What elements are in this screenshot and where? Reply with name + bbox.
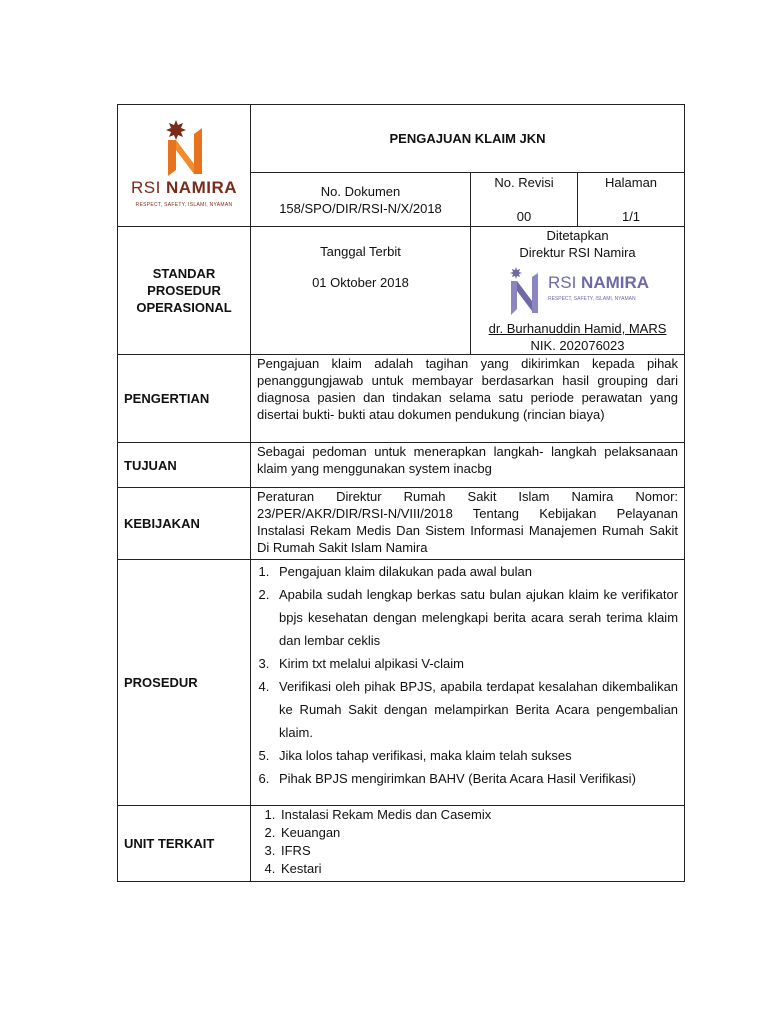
revision-value: 00 [516, 209, 532, 224]
tujuan-label: TUJUAN [118, 443, 251, 488]
tujuan-text: Sebagai pedoman untuk menerapkan langkah- langkah pelaksanaan klaim yang menggunakan system inacbg [251, 443, 685, 488]
unit-terkait-cell [251, 806, 685, 882]
unit-item: 3. IFRS [279, 842, 684, 860]
kebijakan-label: KEBIJAKAN [118, 488, 251, 560]
procedure-list [251, 560, 684, 790]
procedure-step: 5. Jika lolos tahap verifikasi, maka klaim telah sukses [273, 744, 678, 767]
signer-name: dr. Burhanuddin Hamid, MARS [488, 321, 667, 336]
revision-cell [471, 173, 578, 227]
pengertian-text: Pengajuan klaim adalah tagihan yang dikirimkan kepada pihak penanggungjawab untuk membayar berdasarkan hasil grouping dari diagnosa pasien dan tindakan selama satu periode perawatan yang disertai bukti- bukti atau dokumen pendukung (rincian biaya) [251, 355, 685, 443]
issue-date-value: 01 Oktober 2018 [312, 275, 409, 290]
hospital-logo-cell [118, 105, 251, 227]
procedure-step: 3. Kirim txt melalui alpikasi V-claim [273, 652, 678, 675]
issue-date-cell [251, 227, 471, 355]
sop-table [117, 104, 685, 882]
signer-nik: NIK. 202076023 [530, 338, 625, 353]
namira-stamp-icon [506, 265, 542, 317]
sop-label-line: STANDAR [152, 266, 216, 281]
unit-item: 4. Kestari [279, 860, 684, 878]
sop-label-cell [118, 227, 251, 355]
approved-label: Ditetapkan [546, 228, 609, 243]
document-number-value: 158/SPO/DIR/RSI-N/X/2018 [279, 200, 442, 216]
stamp-wordmark: RSI NAMIRA [547, 273, 650, 292]
procedure-step: 2. Apabila sudah lengkap berkas satu bulan ajukan klaim ke verifikator bpjs kesehatan dengan melengkapi berita acara serah terima klaim dan lembar ceklis [273, 583, 678, 652]
procedure-step: 4. Verifikasi oleh pihak BPJS, apabila terdapat kesalahan dikembalikan ke Rumah Sakit dengan melampirkan Berita Acara pengembalian klaim. [273, 675, 678, 744]
document-title: PENGAJUAN KLAIM JKN [251, 105, 685, 173]
sop-document [117, 104, 684, 880]
procedure-step: 1. Pengajuan klaim dilakukan pada awal bulan [273, 560, 678, 583]
approved-by: Direktur RSI Namira [519, 245, 636, 260]
sop-label-line: PROSEDUR [147, 283, 221, 298]
procedure-step: 6. Pihak BPJS mengirimkan BAHV (Berita Acara Hasil Verifikasi) [273, 767, 678, 790]
unit-list [251, 806, 684, 878]
page-cell [578, 173, 685, 227]
sop-label-line: OPERASIONAL [136, 300, 232, 315]
namira-logo-icon [154, 118, 214, 178]
page-value: 1/1 [621, 209, 641, 224]
prosedur-label: PROSEDUR [118, 560, 251, 806]
page-label: Halaman [605, 175, 658, 190]
document-number-cell [251, 173, 471, 227]
document-number-label: No. Dokumen [320, 183, 401, 199]
pengertian-label: PENGERTIAN [118, 355, 251, 443]
unit-item: 1. Instalasi Rekam Medis dan Casemix [279, 806, 684, 824]
unit-item: 2. Keuangan [279, 824, 684, 842]
prosedur-cell [251, 560, 685, 806]
unit-terkait-label: UNIT TERKAIT [118, 806, 251, 882]
logo-tagline: RESPECT, SAFETY, ISLAMI, NYAMAN [135, 201, 233, 208]
stamp-tagline: RESPECT, SAFETY, ISLAMI, NYAMAN [547, 296, 636, 302]
revision-label: No. Revisi [494, 175, 554, 190]
issue-date-label: Tanggal Terbit [320, 244, 401, 259]
approval-cell [471, 227, 685, 355]
kebijakan-text: Peraturan Direktur Rumah Sakit Islam Namira Nomor: 23/PER/AKR/DIR/RSI-N/VIII/2018 Tentang Kebijakan Pelayanan Instalasi Rekam Medis Dan Sistem Informasi Manajemen Rumah Sakit Di Rumah Sakit Islam Namira [251, 488, 685, 560]
stamp-logo [471, 265, 684, 317]
logo-wordmark: RSI NAMIRA [130, 177, 238, 197]
